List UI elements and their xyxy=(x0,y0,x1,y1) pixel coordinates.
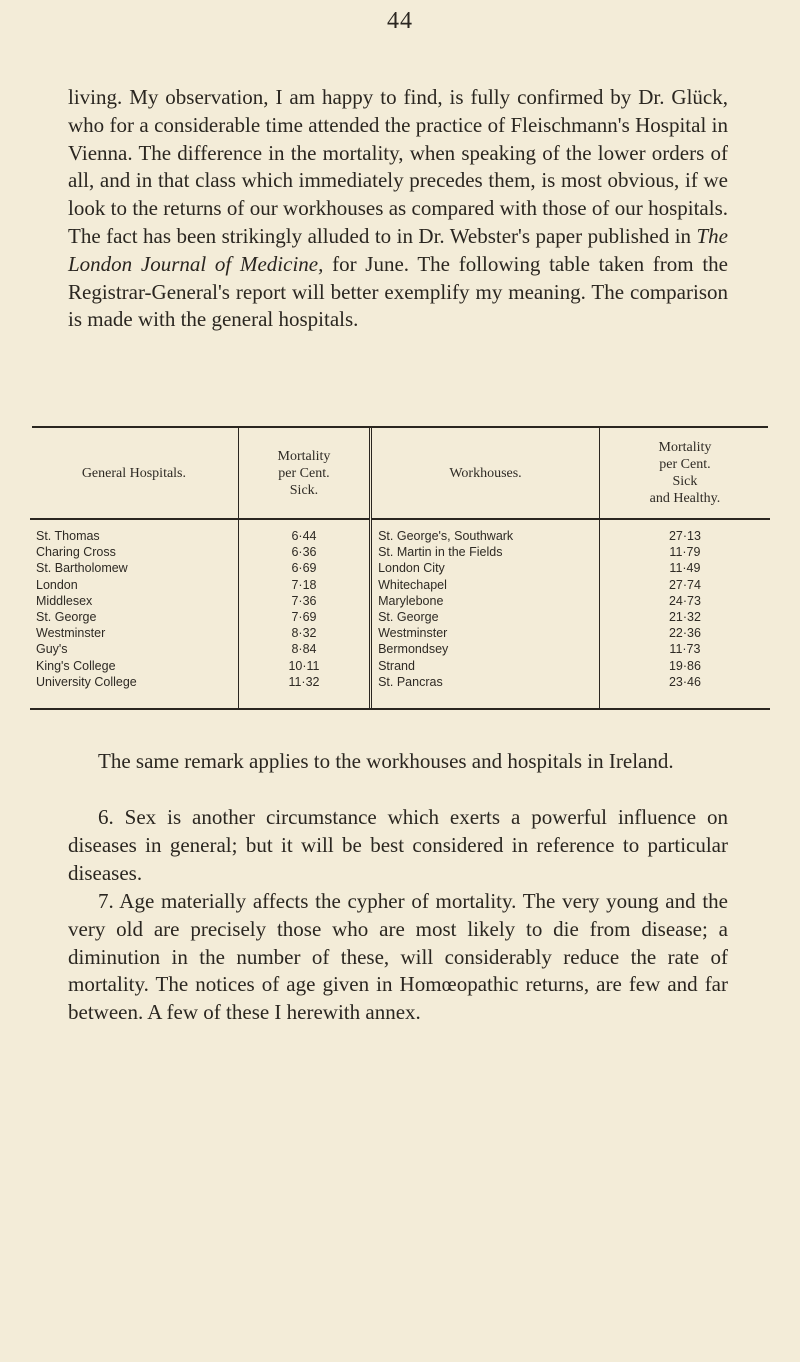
paragraph-sex: 6. Sex is another circumstance which exerts a powerful influence on diseases in general; but it will be best considered in reference to particular diseases. xyxy=(68,805,728,885)
workhouse-name: St. George xyxy=(371,609,600,625)
hospital-rate: 7·18 xyxy=(238,577,370,593)
hospital-rate: 8·32 xyxy=(238,625,370,641)
workhouse-rate: 21·32 xyxy=(599,609,770,625)
table-row xyxy=(30,544,770,560)
workhouse-name: Westminster xyxy=(371,625,600,641)
workhouse-rate: 11·79 xyxy=(599,544,770,560)
table-row xyxy=(30,641,770,657)
workhouse-rate: 23·46 xyxy=(599,674,770,708)
header-general-hospitals: General Hospitals. xyxy=(30,428,238,519)
hospital-name: London xyxy=(36,577,78,592)
header-hospital-mortality-l3: Sick. xyxy=(289,482,319,498)
mortality-table-wrap xyxy=(30,426,770,710)
hospital-name: King's College xyxy=(36,658,116,673)
hospital-rate: 6·44 xyxy=(238,519,370,544)
workhouse-name: St. Martin in the Fields xyxy=(371,544,600,560)
paragraph-age: 7. Age materially affects the cypher of mortality. The very young and the very old are precisely those who are most likely to die from disease; a diminution in the number of these, will considerably reduce the rate of mortality. The notices of age given in Homœopathic returns, are few and far between. A few of these I herewith annex. xyxy=(68,889,728,1025)
mortality-table xyxy=(30,428,770,708)
hospital-rate: 6·36 xyxy=(238,544,370,560)
workhouse-name: Strand xyxy=(371,658,600,674)
header-workhouse-mortality-l3: Sick xyxy=(672,474,698,489)
workhouse-rate: 27·13 xyxy=(599,519,770,544)
opening-text-b: for June. The following table taken from the Registrar-General's report will better exemplify my meaning. The comparison is made with the general hospitals. xyxy=(68,251,728,332)
hospital-rate: 6·69 xyxy=(238,560,370,576)
header-hospital-mortality-l1: Mortality xyxy=(277,448,331,464)
header-workhouse-mortality-l2: per Cent. xyxy=(659,457,711,472)
opening-paragraph xyxy=(68,84,728,334)
workhouse-rate: 24·73 xyxy=(599,593,770,609)
hospital-name: Westminster xyxy=(36,626,106,641)
journal-title: The London Journal of Medicine, xyxy=(68,223,728,276)
header-workhouse-mortality xyxy=(599,428,770,519)
table-row xyxy=(30,625,770,641)
hospital-name: St. George xyxy=(36,610,97,625)
table-header-row xyxy=(30,428,770,519)
workhouse-name: St. Pancras xyxy=(371,674,600,708)
header-workhouse-mortality-l4: and Healthy. xyxy=(649,491,721,506)
header-workhouses: Workhouses. xyxy=(371,428,600,519)
workhouse-rate: 11·73 xyxy=(599,641,770,657)
table-row xyxy=(30,674,770,708)
workhouse-name: St. George's, Southwark xyxy=(371,519,600,544)
workhouse-name: Whitechapel xyxy=(371,577,600,593)
header-hospital-mortality xyxy=(238,428,370,519)
paragraph-ireland: The same remark applies to the workhouses and hospitals in Ireland. xyxy=(98,749,674,773)
workhouse-rate: 27·74 xyxy=(599,577,770,593)
hospital-rate: 8·84 xyxy=(238,641,370,657)
table-row xyxy=(30,658,770,674)
workhouse-rate: 19·86 xyxy=(599,658,770,674)
table-row xyxy=(30,560,770,576)
table-row xyxy=(30,609,770,625)
table-row xyxy=(30,593,770,609)
hospital-name: University College xyxy=(36,674,137,689)
hospital-name: Charing Cross xyxy=(36,545,116,560)
header-hospital-mortality-l2: per Cent. xyxy=(278,465,330,481)
hospital-rate: 7·69 xyxy=(238,609,370,625)
opening-text-a: living. My observation, I am happy to find, is fully confirmed by Dr. Glück, who for a considerable time attended the practice of Fleischmann's Hospital in Vienna. The difference in the mortality, when speaking of the lower orders of all, and in that class which immediately precedes them, is most obvious, if we look to the returns of our workhouses as compared with those of our hospitals. The fact has been strikingly alluded to in Dr. Webster's paper published in xyxy=(68,85,728,248)
hospital-rate: 7·36 xyxy=(238,593,370,609)
hospital-rate: 11·32 xyxy=(238,674,370,708)
workhouse-name: London City xyxy=(371,560,600,576)
table-row xyxy=(30,519,770,544)
workhouse-rate: 22·36 xyxy=(599,625,770,641)
table-row xyxy=(30,577,770,593)
table-bottom-rule xyxy=(30,708,770,710)
hospital-name: St. Thomas xyxy=(36,529,100,544)
hospital-name: St. Bartholomew xyxy=(36,561,128,576)
hospital-rate: 10·11 xyxy=(238,658,370,674)
hospital-name: Middlesex xyxy=(36,593,93,608)
page-number: 44 xyxy=(387,8,413,34)
header-workhouse-mortality-l1: Mortality xyxy=(658,440,712,455)
workhouse-rate: 11·49 xyxy=(599,560,770,576)
workhouse-name: Marylebone xyxy=(371,593,600,609)
hospital-name: Guy's xyxy=(36,642,68,657)
workhouse-name: Bermondsey xyxy=(371,641,600,657)
